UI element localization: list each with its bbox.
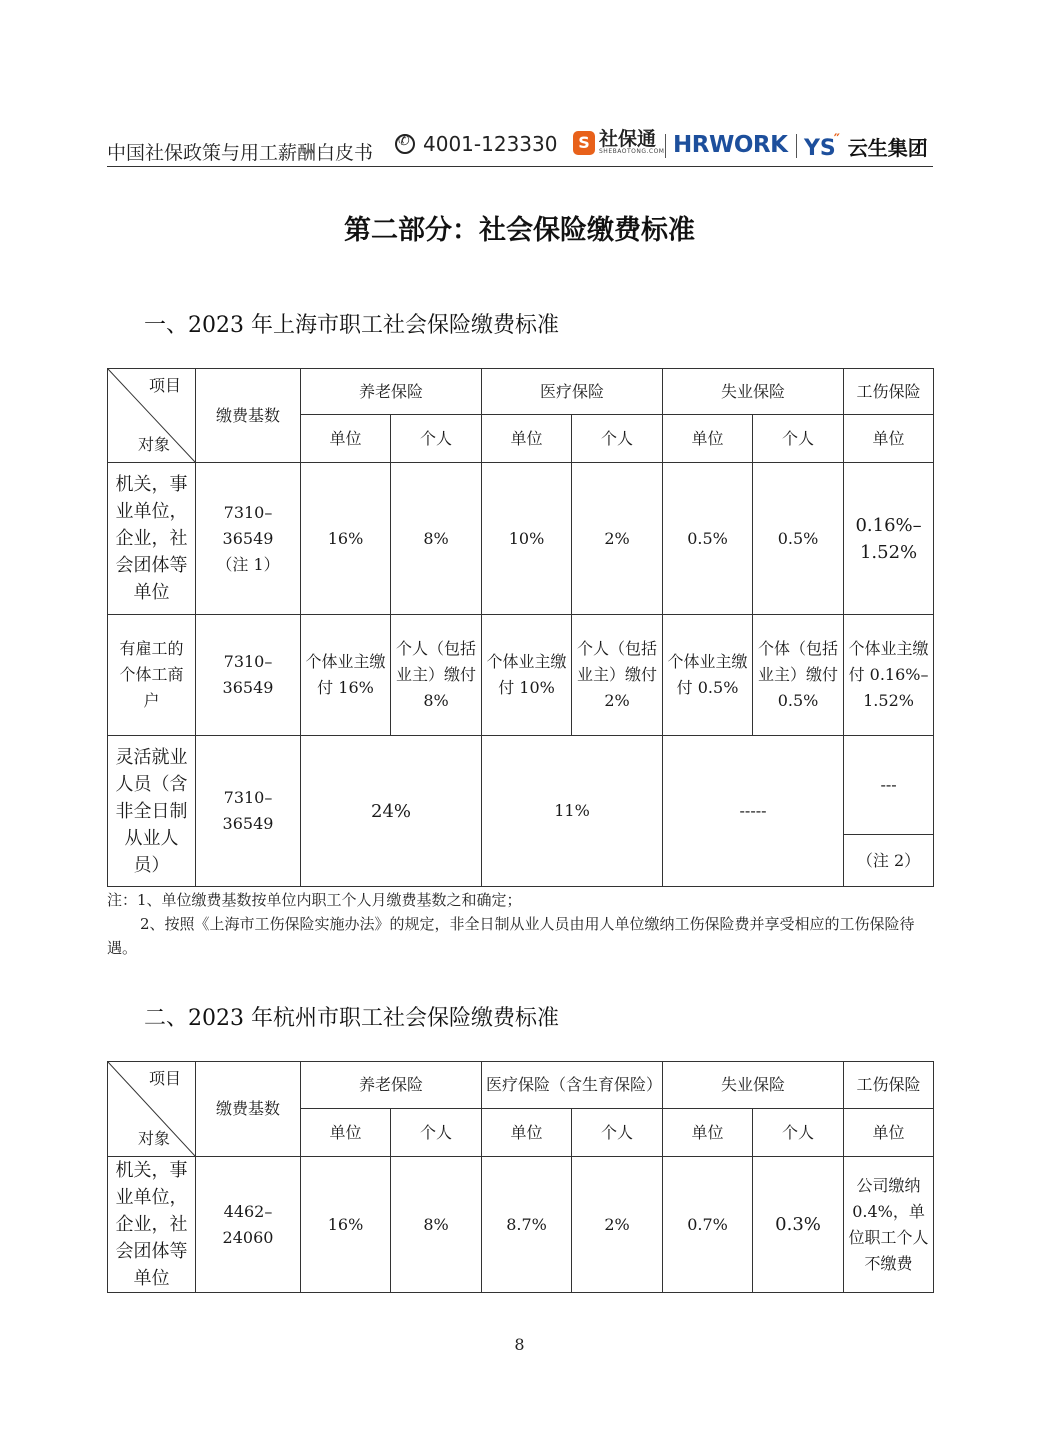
object-cell: 机关，事业单位，企业，社会团体等单位 [108, 1157, 196, 1293]
pension-personal-cell: 8% [391, 463, 482, 615]
pension-header: 养老保险 [301, 369, 482, 415]
base-note: （注 1） [216, 554, 280, 574]
sub-header-personal: 个人 [391, 415, 482, 463]
shanghai-table [107, 368, 934, 887]
diagonal-header-cell [108, 1062, 196, 1157]
ys-logo [804, 132, 928, 161]
note-2: 2、按照《上海市工伤保险实施办法》的规定，非全日制从业人员由用人单位缴纳工伤保险费并享受相应的工伤保险待遇。 [107, 915, 915, 957]
hrwork-logo: HRWORK [673, 132, 788, 158]
medical-header: 医疗保险 [482, 369, 663, 415]
shanghai-section-title: 一、2023 年上海市职工社会保险缴费标准 [144, 313, 559, 338]
diag-object-label: 对象 [138, 1129, 171, 1148]
unemployment-personal-cell: 0.5% [753, 463, 844, 615]
shebaotong-logo [573, 130, 664, 156]
sub-header-personal: 个人 [572, 1109, 663, 1157]
note-1: 注：1、单位缴费基数按单位内职工个人月缴费基数之和确定； [107, 891, 522, 909]
table-row [108, 615, 934, 736]
sub-header-unit: 单位 [482, 1109, 572, 1157]
injury-note-cell: （注 2） [844, 835, 934, 887]
ys-logo-mark: YS [804, 136, 836, 161]
object-cell: 有雇工的个体工商户 [108, 615, 196, 736]
sub-header-unit: 单位 [663, 415, 753, 463]
page-header [107, 128, 933, 167]
shebaotong-logo-text: 社保通 [599, 128, 657, 150]
medical-personal-cell: 2% [572, 463, 663, 615]
injury-header: 工伤保险 [844, 1062, 934, 1109]
base-cell: 7310–36549 [196, 615, 301, 736]
phone-number: 4001-123330 [423, 132, 558, 156]
pension-personal-cell: 8% [391, 1157, 482, 1293]
pension-personal-cell: 个人（包括业主）缴付 8% [391, 615, 482, 736]
logo-divider [665, 134, 666, 158]
pension-unit-cell: 16% [301, 463, 391, 615]
base-header: 缴费基数 [196, 369, 301, 463]
unemployment-personal-cell: 0.3% [753, 1157, 844, 1293]
injury-cell: --- [844, 736, 934, 835]
table-row [108, 1157, 934, 1293]
sub-header-unit: 单位 [301, 415, 391, 463]
medical-unit-cell: 个体业主缴付 10% [482, 615, 572, 736]
hangzhou-table [107, 1061, 934, 1293]
injury-unit-cell: 0.16%–1.52% [844, 463, 934, 615]
base-value: 7310–36549 [222, 502, 274, 548]
unemployment-personal-cell: 个体（包括业主）缴付 0.5% [753, 615, 844, 736]
base-cell: 4462–24060 [196, 1157, 301, 1293]
hangzhou-section-title: 二、2023 年杭州市职工社会保险缴费标准 [144, 1006, 559, 1031]
unemployment-header: 失业保险 [663, 369, 844, 415]
unemployment-unit-cell: 0.5% [663, 463, 753, 615]
pension-unit-cell: 16% [301, 1157, 391, 1293]
pension-cell: 24% [301, 736, 482, 887]
pension-header: 养老保险 [301, 1062, 482, 1109]
medical-personal-cell: 个人（包括业主）缴付 2% [572, 615, 663, 736]
sub-header-personal: 个人 [572, 415, 663, 463]
phone-icon [395, 134, 415, 154]
table-row [108, 736, 934, 835]
medical-cell: 11% [482, 736, 663, 887]
sub-header-unit: 单位 [844, 1109, 934, 1157]
page-title: 第二部分：社会保险缴费标准 [344, 215, 695, 246]
sub-header-unit: 单位 [482, 415, 572, 463]
logo-divider [796, 134, 797, 158]
sub-header-unit: 单位 [301, 1109, 391, 1157]
unemployment-unit-cell: 个体业主缴付 0.5% [663, 615, 753, 736]
object-cell: 机关，事业单位，企业，社会团体等单位 [108, 463, 196, 615]
sub-header-unit: 单位 [844, 415, 934, 463]
medical-personal-cell: 2% [572, 1157, 663, 1293]
sub-header-personal: 个人 [753, 415, 844, 463]
diag-object-label: 对象 [138, 435, 171, 454]
diagonal-header-cell [108, 369, 196, 463]
medical-unit-cell: 8.7% [482, 1157, 572, 1293]
base-header: 缴费基数 [196, 1062, 301, 1157]
sub-header-unit: 单位 [663, 1109, 753, 1157]
base-cell [196, 463, 301, 615]
injury-unit-cell: 个体业主缴付 0.16%–1.52% [844, 615, 934, 736]
table-row [108, 463, 934, 615]
ys-logo-accent-icon: ″ [833, 132, 841, 148]
header-title: 中国社保政策与用工薪酬白皮书 [107, 142, 374, 164]
medical-unit-cell: 10% [482, 463, 572, 615]
shebaotong-logo-sub: SHEBAOTONG.COM [599, 148, 665, 155]
sub-header-personal: 个人 [753, 1109, 844, 1157]
shebaotong-logo-icon: S [573, 131, 595, 155]
page-number: 8 [514, 1335, 525, 1354]
injury-header: 工伤保险 [844, 369, 934, 415]
sub-header-personal: 个人 [391, 1109, 482, 1157]
ys-logo-name: 云生集团 [847, 136, 928, 160]
unemployment-header: 失业保险 [663, 1062, 844, 1109]
object-cell: 灵活就业人员（含非全日制从业人员） [108, 736, 196, 887]
base-cell: 7310–36549 [196, 736, 301, 887]
header-phone [395, 132, 557, 156]
pension-unit-cell: 个体业主缴付 16% [301, 615, 391, 736]
medical-header: 医疗保险（含生育保险） [482, 1062, 663, 1109]
diag-item-label: 项目 [148, 1069, 181, 1088]
unemployment-cell: ----- [663, 736, 844, 887]
injury-unit-cell: 公司缴纳 0.4%，单位职工个人不缴费 [844, 1157, 934, 1293]
unemployment-unit-cell: 0.7% [663, 1157, 753, 1293]
shanghai-notes [107, 888, 937, 960]
diag-item-label: 项目 [148, 376, 181, 395]
